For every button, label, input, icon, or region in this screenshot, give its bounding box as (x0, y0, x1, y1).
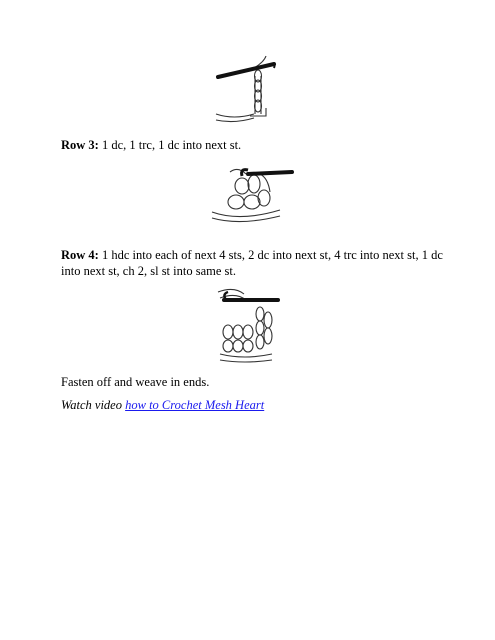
row-4-instruction-line-1 (61, 247, 443, 263)
fasten-off-text: Fasten off and weave in ends. (61, 375, 210, 389)
row-3-label: Row 3: (61, 138, 99, 152)
watch-video-line (61, 397, 264, 413)
crochet-hook-stitch-icon (210, 164, 294, 224)
crochet-hook-chain-illustration (214, 54, 286, 126)
crochet-hook-stitch-illustration (210, 164, 294, 224)
row-3-instruction (61, 137, 241, 153)
fasten-off-instruction (61, 374, 209, 390)
video-link[interactable]: how to Crochet Mesh Heart (125, 398, 265, 412)
row-4-instruction-line-2 (61, 263, 236, 279)
row-4-text-line-2: into next st, ch 2, sl st into same st. (61, 264, 236, 278)
crochet-hook-row-illustration (214, 284, 280, 364)
row-4-text-line-1: 1 hdc into each of next 4 sts, 2 dc into next st, 4 trc into next st, 1 dc (101, 248, 443, 262)
crochet-hook-row-icon (214, 284, 280, 364)
row-3-text: 1 dc, 1 trc, 1 dc into next st. (101, 138, 242, 152)
watch-video-prefix: Watch video (61, 398, 122, 412)
crochet-hook-chain-icon (214, 54, 286, 126)
row-4-label: Row 4: (61, 248, 99, 262)
